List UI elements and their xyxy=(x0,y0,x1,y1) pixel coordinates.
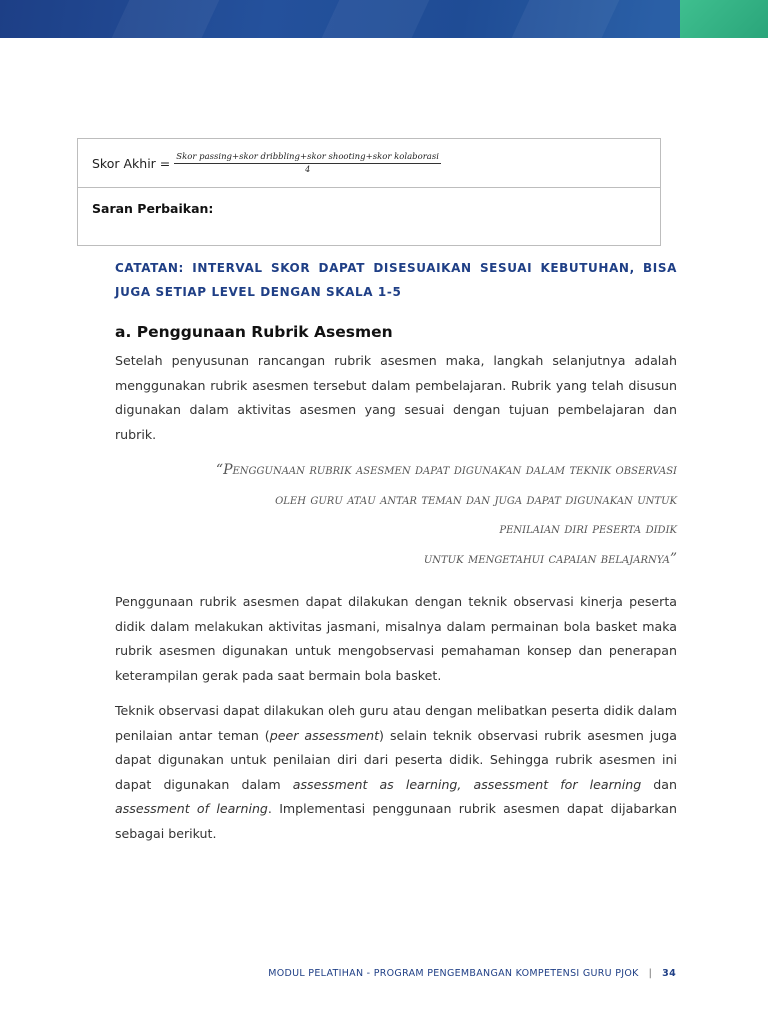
score-label: Skor Akhir = xyxy=(92,155,171,171)
saran-label: Saran Perbaikan: xyxy=(92,201,214,216)
quote-line-4: untuk mengetahui capaian belajarnya” xyxy=(423,551,677,567)
header-pattern xyxy=(506,0,624,38)
assessment-as-for-learning-term: assessment as learning, assessment for learning xyxy=(292,776,642,792)
paragraph-3-text: ) selain teknik observasi rubrik asesmen juga dapat digunakan untuk penilaian diri dari peserta didik. Sehingga rubrik asesmen ini dapat digunakan dalam xyxy=(115,727,677,792)
formula-denominator: 4 xyxy=(305,165,311,174)
paragraph-3-text: dan xyxy=(641,776,677,792)
section-heading: a. Penggunaan Rubrik Asesmen xyxy=(115,323,393,341)
score-formula xyxy=(174,152,441,174)
paragraph-3-text: . Implementasi penggunaan rubrik asesmen dapat dijabarkan sebagai berikut. xyxy=(115,801,677,841)
paragraph-1: Setelah penyusunan rancangan rubrik asesmen maka, langkah selanjutnya adalah menggunakan rubrik asesmen tersebut dalam pembelajaran. Rubrik yang telah disusun digunakan dalam aktivitas asesmen yang sesuai dengan tujuan pembelajaran dan rubrik. xyxy=(115,353,677,442)
page-footer xyxy=(268,968,676,979)
score-formula-row xyxy=(78,139,660,188)
quote-line-1: “Penggunaan rubrik asesmen dapat digunakan dalam teknik observasi xyxy=(215,462,677,478)
header-accent xyxy=(680,0,768,38)
quote-line-2: oleh guru atau antar teman dan juga dapat digunakan untuk xyxy=(275,492,677,508)
header-pattern xyxy=(106,0,224,38)
quote-line-3: penilaian diri peserta didik xyxy=(499,521,677,537)
formula-numerator: Skor passing+skor dribbling+skor shooting+skor kolaborasi xyxy=(176,152,439,162)
footer-separator: | xyxy=(648,968,653,979)
paragraph-3-text: Teknik observasi dapat dilakukan oleh guru atau dengan melibatkan peserta didik dalam penilaian antar teman ( xyxy=(115,703,677,743)
peer-assessment-term: peer assessment xyxy=(269,727,380,743)
score-table xyxy=(77,138,661,246)
header-band xyxy=(0,0,768,38)
page-number: 34 xyxy=(662,968,676,979)
paragraph-3 xyxy=(115,699,677,847)
footer-title: MODUL PELATIHAN - PROGRAM PENGEMBANGAN KOMPETENSI GURU PJOK xyxy=(268,968,639,979)
catatan-note: CATATAN: INTERVAL SKOR DAPAT DISESUAIKAN SESUAI KEBUTUHAN, BISA JUGA SETIAP LEVEL DENGAN SKALA 1-5 xyxy=(115,261,677,299)
paragraph-2: Penggunaan rubrik asesmen dapat dilakukan dengan teknik observasi kinerja peserta didik dalam melakukan aktivitas jasmani, misalnya dalam permainan bola basket maka rubrik asesmen digunakan untuk mengobservasi pemahaman konsep dan penerapan keterampilan gerak pada saat bermain bola basket. xyxy=(115,594,677,683)
header-pattern xyxy=(316,0,434,38)
assessment-of-learning-term: assessment of learning xyxy=(115,801,268,817)
